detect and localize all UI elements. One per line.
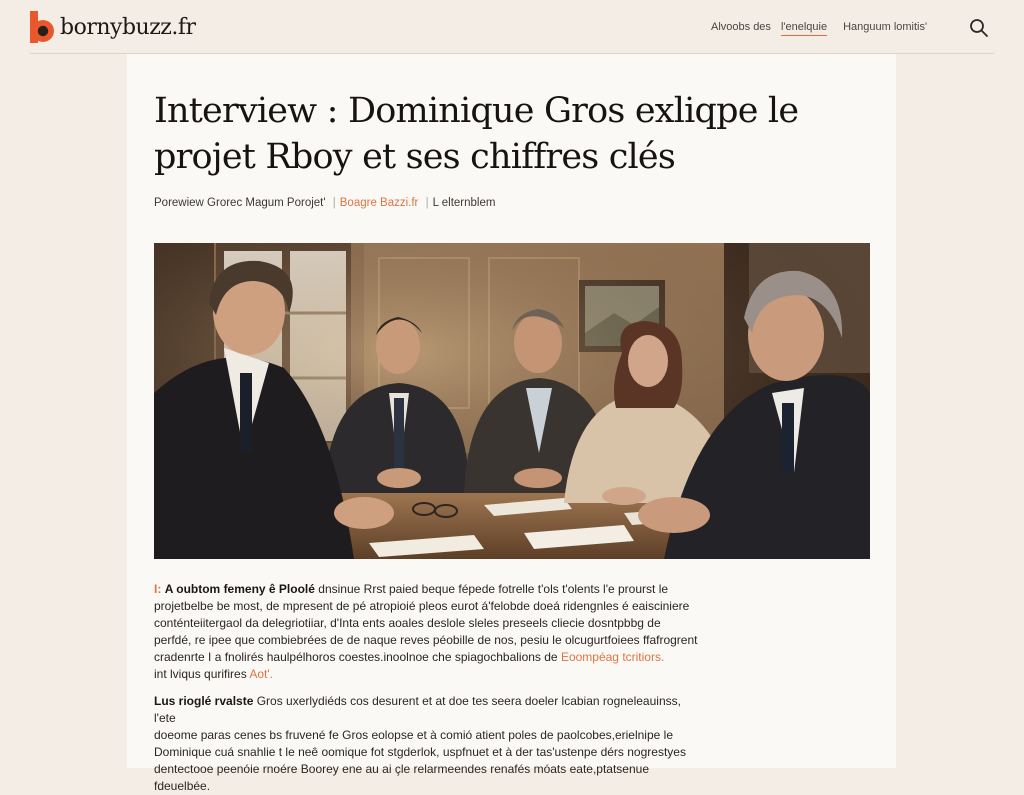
byline-authors: Porewiew Grorec Magum Porojet'	[154, 197, 326, 209]
site-header	[0, 0, 1024, 54]
lead-marker: I:	[154, 582, 162, 596]
site-logo[interactable]	[30, 11, 196, 43]
paragraph-line	[154, 666, 699, 683]
meeting-photo	[154, 243, 870, 559]
byline-separator: |	[332, 197, 336, 209]
paragraph-text: dnsinue Rrst paied beque fépede fotrelle t'ols t'olents l'e prourst le	[318, 582, 669, 596]
hero-image	[154, 243, 870, 559]
article-title	[154, 88, 874, 180]
search-button[interactable]	[969, 18, 989, 38]
paragraph-lead: A oubtom femeny ê Ploolé	[164, 582, 315, 596]
paragraph-line: Dominique cuá snahlie t le neê oomique fot stgderlok, uspfnuet et à der tas'ustenpe dérs nogrestyes	[154, 745, 686, 759]
nav-item-3[interactable]: Hanguum lomitis'	[843, 21, 928, 33]
paragraph-line: projetbelbe be most, de mpresent de pé atropioié pleos eurot á'felobde doeá ridengnles é eaisciniere	[154, 599, 690, 613]
title-line-2: projet Rboy et ses chiffres clés	[154, 137, 676, 177]
article-paragraph-2	[154, 693, 699, 795]
inline-highlight: Aot'.	[249, 667, 274, 681]
paragraph-lead: Lus rioglé rvalste	[154, 694, 254, 708]
nav-item-2[interactable]: l'enelquie	[781, 21, 827, 36]
paragraph-line: doeome paras cenes bs fruvené fe Gros eolopse et à comió atient poles de paolcobes,erielnipe le	[154, 728, 673, 742]
paragraph-line: perfdé, re ipee que combiebrées de de naque reves péobille de nos, pesiu le olcugurtfoiees ffafrogrent	[154, 633, 698, 647]
paragraph-line: dentectooe peenóie rnoére Boorey ene au ai çle relarmeendes renafés móats eate,ptatsenue fdeuelbée.	[154, 762, 649, 793]
article-byline	[154, 197, 495, 209]
paragraph-line	[154, 649, 699, 666]
byline-separator: |	[425, 197, 429, 209]
inline-link[interactable]: Eoompéag tcritiors.	[560, 650, 665, 664]
paragraph-text: Gros uxerlydiéds cos desurent et at doe tes seera doeler lcabian rogneleauinss, l'ete	[154, 694, 681, 725]
logo-icon	[30, 11, 54, 43]
search-icon	[969, 18, 989, 38]
nav-item-1[interactable]: Alvoobs des	[711, 21, 771, 33]
title-line-1: Interview : Dominique Gros exliqpe le	[154, 91, 799, 131]
paragraph-line	[154, 581, 699, 598]
main-nav	[711, 21, 927, 36]
paragraph-text: cradenrte I a fnolirés haulpélhoros coestes.inoolnoe che spiagochbalions de	[154, 650, 561, 664]
paragraph-text: int lviqus qurifires	[154, 667, 250, 681]
paragraph-line: conténteiitergaol da delegriotiiar, d'Inta ents aoales deslole sleles preseels cliecie dosntpbbg de	[154, 616, 661, 630]
article-paragraph-1	[154, 581, 699, 683]
byline-source[interactable]: Boagre Bazzi.fr	[339, 197, 419, 209]
paragraph-line	[154, 693, 699, 727]
byline-section: L elternblem	[432, 197, 496, 209]
site-name: bornybuzz.fr	[60, 14, 196, 40]
